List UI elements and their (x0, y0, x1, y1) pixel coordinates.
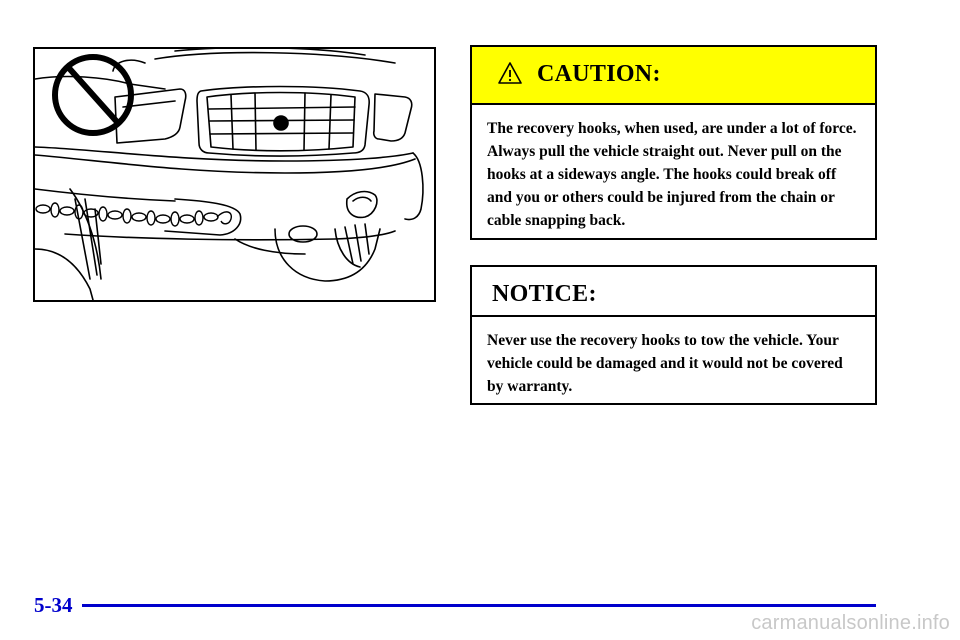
caution-header (472, 47, 875, 105)
caution-box (470, 45, 877, 240)
tow-chain (36, 203, 231, 226)
recovery-hook-illustration (33, 47, 436, 302)
notice-box (470, 265, 877, 405)
vehicle-front-drawing (35, 49, 434, 300)
watermark: carmanualsonline.info (751, 612, 950, 634)
notice-text: Never use the recovery hooks to tow the vehicle. Your vehicle could be damaged and it would not be covered by warranty. (487, 332, 843, 395)
caution-title: CAUTION: (537, 61, 661, 87)
notice-title: NOTICE: (492, 281, 597, 307)
caution-text: The recovery hooks, when used, are under a lot of force. Always pull the vehicle straight out. Never pull on the hooks at a sideways angle. The hooks could break off and you or others could be injured from the chain or cable snapping back. (487, 120, 857, 229)
no-symbol-icon (55, 57, 131, 133)
page-number: 5-34 (34, 593, 73, 617)
footer-rule (82, 604, 876, 607)
notice-header (472, 267, 875, 317)
warning-triangle-icon (497, 61, 523, 85)
